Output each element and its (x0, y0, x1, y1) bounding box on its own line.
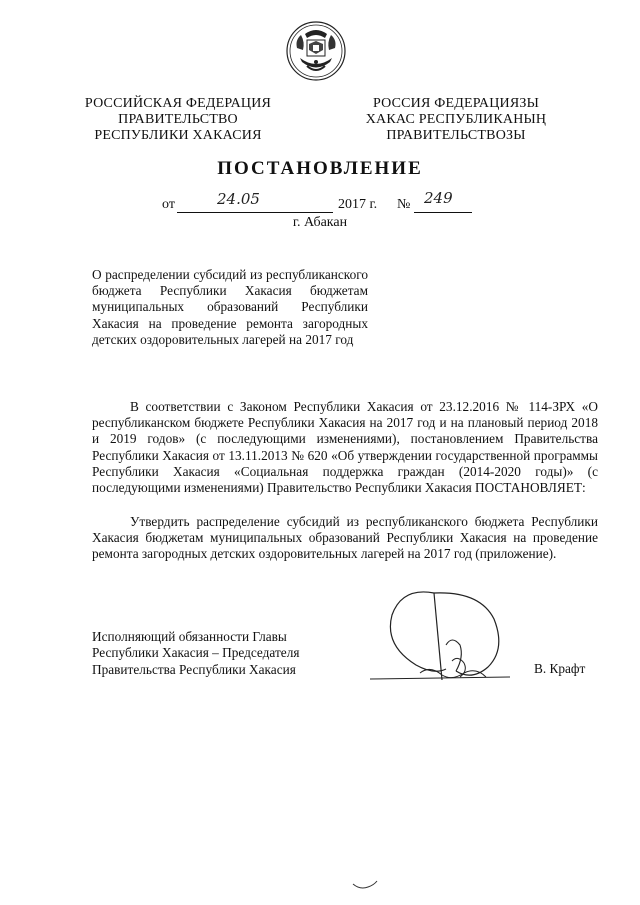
pen-mark-icon (350, 878, 380, 892)
header-left (78, 96, 278, 144)
document-subject: О распределении субсидий из республиканского бюджета Республики Хакасия бюджетам муниципальных образований Республики Хакасия на проведение ремонта загородных детских оздоровительных лагерей на 2017 год (92, 267, 368, 347)
number-underline (414, 189, 472, 213)
body-paragraph-2: Утвердить распределение субсидий из республиканского бюджета Республики Хакасия бюджетам муниципальных образований Республики Хакасия на проведение ремонта загородных детских оздоровительных лагерей на 2017 год (приложение). (92, 514, 598, 562)
header-right-line-1: РОССИЯ ФЕДЕРАЦИЯЗЫ (372, 96, 540, 111)
signer-position-line-1: Исполняющий обязанности Главы (92, 629, 287, 644)
body-paragraph-1: В соответствии с Законом Республики Хакасия от 23.12.2016 № 114-ЗРХ «О республиканском бюджете Республики Хакасия на 2017 год и на плановый период 2018 и 2019 годов» (с последующими изменениями), постановлением Правительства Республики Хакасия от 13.11.2013 № 620 «Об утверждении государственной программы Республики Хакасия «Социальная поддержка граждан (2014-2020 годы)» (с последующими изменениями) Правительство Республики Хакасия ПОСТАНОВЛЯЕТ: (92, 399, 598, 496)
signer-position (92, 629, 352, 678)
coat-of-arms-icon (285, 20, 347, 82)
signer-name: В. Крафт (534, 661, 586, 676)
header-right (356, 96, 556, 144)
header-left-line-2: ПРАВИТЕЛЬСТВО (118, 112, 238, 127)
city: г. Абакан (292, 215, 348, 230)
signer-position-line-3: Правительства Республики Хакасия (92, 661, 296, 677)
header-right-line-2: ХАКАС РЕСПУБЛИКАНЫҢ (365, 112, 547, 127)
date-prefix: от (162, 197, 175, 212)
header-right-line-3: ПРАВИТЕЛЬСТВОЗЫ (386, 128, 526, 143)
handwritten-number: 249 (424, 189, 453, 207)
signer-position-line-2: Республики Хакасия – Председателя (92, 645, 300, 661)
document-title: ПОСТАНОВЛЕНИЕ (217, 158, 423, 179)
number-label: № (397, 197, 411, 212)
handwritten-date: 24.05 (217, 190, 260, 208)
date-year: 2017 г. (338, 197, 378, 212)
handwritten-signature-icon (360, 585, 525, 690)
date-underline (177, 190, 333, 213)
header-left-line-3: РЕСПУБЛИКИ ХАКАСИЯ (94, 128, 262, 143)
header-left-line-1: РОССИЙСКАЯ ФЕДЕРАЦИЯ (84, 96, 272, 111)
